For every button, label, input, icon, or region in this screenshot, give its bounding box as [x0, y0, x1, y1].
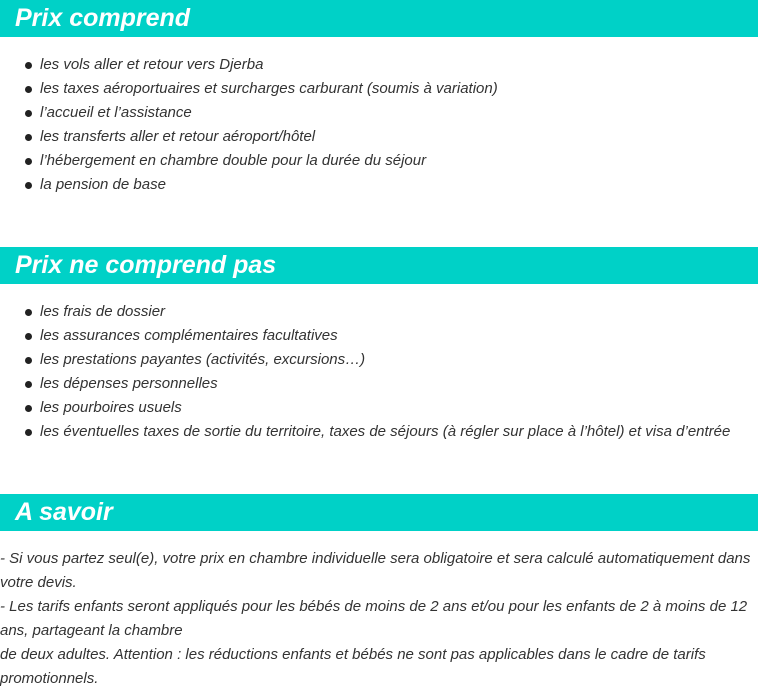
- list-item-text: les dépenses personnelles: [40, 375, 218, 392]
- list-item: [0, 101, 498, 125]
- list-item-text: les frais de dossier: [40, 303, 166, 320]
- list-item-text: les taxes aéroportuaires et surcharges carburant (soumis à variation): [40, 80, 498, 97]
- includes-list: [0, 53, 498, 197]
- list-item: [0, 149, 498, 173]
- info-text: [0, 547, 758, 691]
- list-item: [0, 324, 730, 348]
- bullet-icon: [25, 357, 32, 364]
- list-item-text: les prestations payantes (activités, excursions…): [40, 351, 366, 368]
- bullet-icon: [25, 405, 32, 412]
- excludes-header: Prix ne comprend pas: [0, 247, 758, 284]
- bullet-icon: [25, 381, 32, 388]
- info-paragraph: de deux adultes. Attention : les réductions enfants et bébés ne sont pas applicables dans le cadre de tarifs promotionnels.: [0, 646, 706, 687]
- list-item-text: l’accueil et l’assistance: [40, 104, 192, 121]
- list-item-text: les transferts aller et retour aéroport/hôtel: [40, 128, 316, 145]
- bullet-icon: [25, 182, 32, 189]
- list-item: [0, 125, 498, 149]
- bullet-icon: [25, 333, 32, 340]
- bullet-icon: [25, 86, 32, 93]
- excludes-list: [0, 300, 730, 444]
- list-item-text: les vols aller et retour vers Djerba: [40, 56, 264, 73]
- bullet-icon: [25, 62, 32, 69]
- list-item: [0, 348, 730, 372]
- info-paragraph: - Si vous partez seul(e), votre prix en chambre individuelle sera obligatoire et sera calculé automatiquement dans votre devis.: [0, 550, 751, 591]
- list-item-text: la pension de base: [40, 176, 166, 193]
- list-item-text: les éventuelles taxes de sortie du territoire, taxes de séjours (à régler sur place à l’hôtel) et visa d’entrée: [40, 423, 731, 440]
- bullet-icon: [25, 309, 32, 316]
- list-item: [0, 173, 498, 197]
- bullet-icon: [25, 429, 32, 436]
- list-item-text: les pourboires usuels: [40, 399, 182, 416]
- list-item: [0, 372, 730, 396]
- bullet-icon: [25, 134, 32, 141]
- list-item-text: les assurances complémentaires facultatives: [40, 327, 338, 344]
- list-item: [0, 77, 498, 101]
- list-item: [0, 300, 730, 324]
- info-header: A savoir: [0, 494, 758, 531]
- list-item: [0, 396, 730, 420]
- bullet-icon: [25, 158, 32, 165]
- info-paragraph: - Les tarifs enfants seront appliqués pour les bébés de moins de 2 ans et/ou pour les enfants de 2 à moins de 12 ans, partageant la chambre: [0, 598, 748, 639]
- list-item-text: l’hébergement en chambre double pour la durée du séjour: [40, 152, 427, 169]
- list-item: [0, 53, 498, 77]
- includes-header: Prix comprend: [0, 0, 758, 37]
- list-item: [0, 420, 730, 444]
- bullet-icon: [25, 110, 32, 117]
